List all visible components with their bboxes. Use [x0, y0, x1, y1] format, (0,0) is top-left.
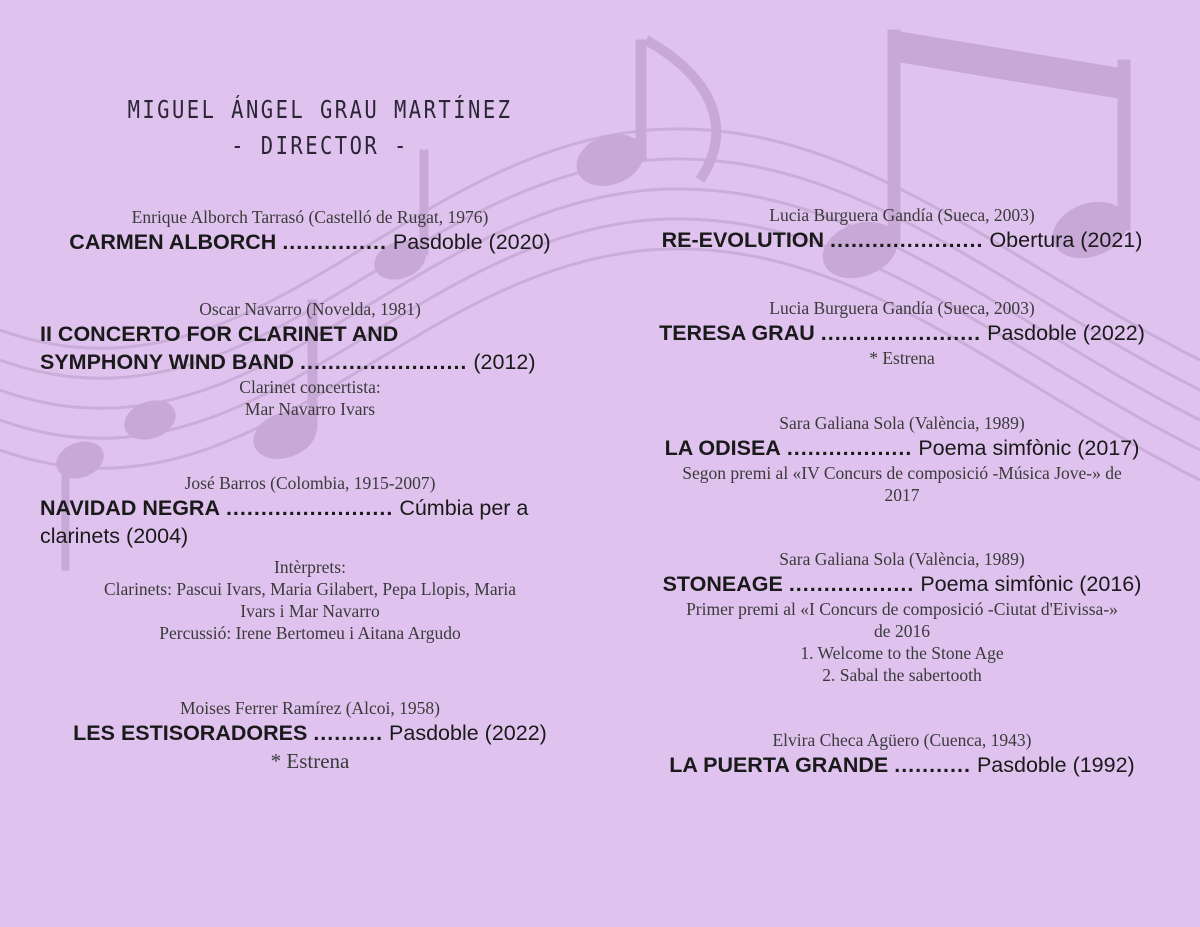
piece-title-line [40, 494, 580, 522]
piece-title-line [632, 751, 1172, 779]
piece-title: NAVIDAD NEGRA [40, 496, 220, 520]
piece-note: Clarinet concertista: [239, 377, 381, 397]
piece-genre: Pasdoble (2020) [392, 230, 551, 254]
page-header [107, 92, 533, 164]
composer: Moises Ferrer Ramírez (Alcoi, 1958) [180, 698, 440, 718]
movement-item: 1. Welcome to the Stone Age [800, 643, 1004, 663]
piece-genre: Poema simfònic (2016) [920, 572, 1142, 596]
piece-title-line [40, 320, 580, 348]
piece-title: SYMPHONY WIND BAND [40, 350, 295, 374]
piece-title: STONEAGE [662, 572, 783, 596]
movement-item: 2. Sabal the sabertooth [822, 665, 982, 685]
piece-teresa-grau [632, 297, 1172, 369]
piece-clarinet-concerto [40, 298, 580, 420]
piece-title: RE-EVOLUTION [661, 228, 825, 252]
piece-la-odisea [632, 412, 1172, 506]
piece-title-line [632, 570, 1172, 598]
piece-title-line [632, 226, 1172, 254]
piece-re-evolution [632, 204, 1172, 254]
piece-title: LES ESTISORADORES [73, 721, 308, 745]
piece-les-estisoradores [40, 697, 580, 775]
composer: José Barros (Colombia, 1915-2007) [184, 473, 436, 493]
composer: Oscar Navarro (Novelda, 1981) [199, 299, 421, 319]
piece-genre: Pasdoble (1992) [976, 753, 1135, 777]
composer: Lucia Burguera Gandía (Sueca, 2003) [769, 298, 1035, 318]
piece-genre: Poema simfònic (2017) [918, 436, 1140, 460]
piece-title-line [632, 319, 1172, 347]
composer: Elvira Checa Agüero (Cuenca, 1943) [772, 730, 1032, 750]
piece-title-line [632, 434, 1172, 462]
dot-leader: ...................... [830, 228, 984, 252]
director-name: MIGUEL ÁNGEL GRAU MARTÍNEZ [127, 95, 513, 124]
piece-genre: Pasdoble (2022) [987, 321, 1145, 345]
piece-note: Primer premi al «I Concurs de composició -Ciutat d'Eivissa-» [686, 599, 1118, 619]
composer: Sara Galiana Sola (València, 1989) [779, 413, 1025, 433]
piece-navidad-negra [40, 472, 580, 644]
dot-leader: ............... [282, 230, 387, 254]
piece-title: CARMEN ALBORCH [69, 230, 277, 254]
dot-leader: ........... [894, 753, 971, 777]
piece-genre: clarinets (2004) [40, 524, 189, 548]
piece-note: de 2016 [874, 621, 930, 641]
piece-note: * Estrena [270, 749, 350, 773]
piece-la-puerta-grande [632, 729, 1172, 779]
piece-title-line [40, 719, 580, 747]
beamed-notes-icon [888, 30, 1130, 100]
dot-leader: .................. [788, 572, 915, 596]
piece-note: * Estrena [869, 348, 935, 368]
piece-title: II CONCERTO FOR CLARINET AND [40, 322, 399, 346]
piece-title: TERESA GRAU [659, 321, 815, 345]
piece-stoneage [632, 548, 1172, 686]
dot-leader: ....................... [820, 321, 982, 345]
piece-note: Percussió: Irene Bertomeu i Aitana Argudo [159, 623, 461, 643]
composer: Sara Galiana Sola (València, 1989) [779, 549, 1025, 569]
dot-leader: ........................ [225, 496, 394, 520]
piece-note: Intèrprets: [274, 557, 346, 577]
piece-note: 2017 [884, 485, 920, 505]
composer: Enrique Alborch Tarrasó (Castelló de Rugat, 1976) [131, 207, 489, 227]
dot-leader: ........................ [300, 350, 468, 374]
piece-genre: Pasdoble (2022) [389, 721, 547, 745]
piece-note: Clarinets: Pascui Ivars, Maria Gilabert, Pepa Llopis, Maria [103, 579, 517, 599]
piece-genre: Obertura (2021) [989, 228, 1143, 252]
piece-note: Segon premi al «IV Concurs de composició -Música Jove-» de [682, 463, 1122, 483]
piece-genre: Cúmbia per a [399, 496, 529, 520]
piece-note: Mar Navarro Ivars [244, 399, 376, 419]
dot-leader: .................. [786, 436, 913, 460]
piece-title-line [40, 228, 580, 256]
movement-list [632, 642, 1172, 686]
composer: Lucia Burguera Gandía (Sueca, 2003) [769, 205, 1035, 225]
piece-note: Ivars i Mar Navarro [240, 601, 380, 621]
dot-leader: .......... [313, 721, 384, 745]
piece-title: LA ODISEA [664, 436, 781, 460]
piece-title-line [40, 348, 580, 376]
piece-carmen-alborch [40, 206, 580, 256]
director-role: - DIRECTOR - [231, 131, 409, 160]
piece-genre: (2012) [473, 350, 536, 374]
piece-title: LA PUERTA GRANDE [669, 753, 889, 777]
